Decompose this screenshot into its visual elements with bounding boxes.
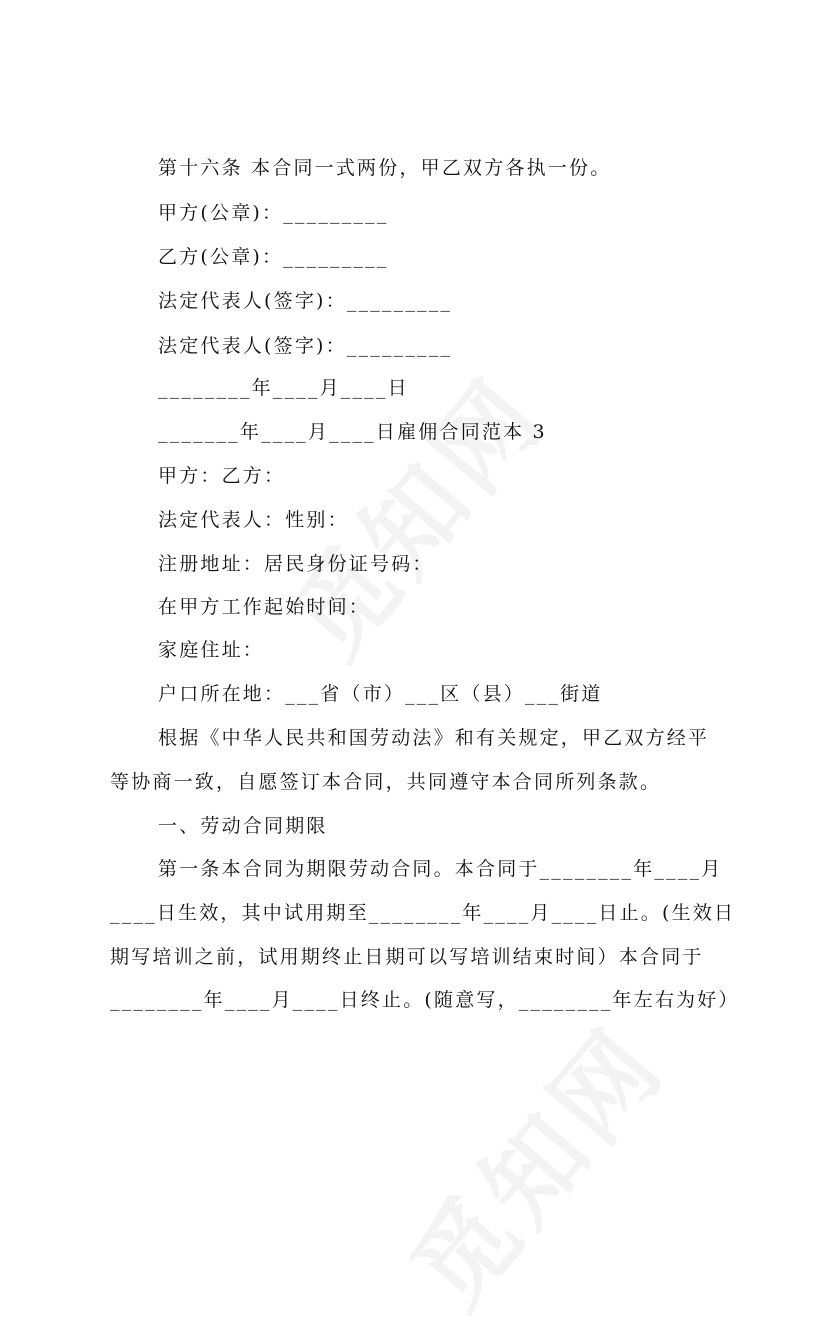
paragraph-line: 期写培训之前，试用期终止日期可以写培训结束时间）本合同于	[110, 946, 704, 968]
date-line: ________年____月____日	[158, 377, 409, 399]
paragraph-line: ________年____月____日终止。(随意写，________年左右为好）	[110, 989, 740, 1011]
legal-rep-signature-line: 法定代表人(签字)：_________	[158, 335, 453, 357]
paragraph-line: ____日生效，其中试用期至________年____月____日止。(生效日	[110, 902, 736, 924]
address-id-line: 注册地址：居民身份证号码：	[158, 553, 434, 575]
paragraph-line: 等协商一致，自愿签订本合同，共同遵守本合同所列条款。	[110, 771, 662, 793]
paragraph-line: 第一条本合同为期限劳动合同。本合同于________年____月	[158, 858, 723, 880]
date-and-title-line: _______年____月____日雇佣合同范本 3	[158, 421, 547, 443]
clause-16: 第十六条 本合同一式两份，甲乙双方各执一份。	[158, 157, 612, 179]
parties-line: 甲方：乙方：	[158, 465, 286, 487]
start-time-line: 在甲方工作起始时间：	[158, 596, 371, 618]
paragraph-line: 根据《中华人民共和国劳动法》和有关规定，甲乙双方经平	[158, 727, 710, 749]
party-b-seal-line: 乙方(公章)：_________	[158, 246, 389, 268]
home-address-line: 家庭住址：	[158, 639, 265, 661]
legal-rep-gender-line: 法定代表人：性别：	[158, 509, 349, 531]
party-a-seal-line: 甲方(公章)：_________	[158, 202, 389, 224]
legal-rep-signature-line: 法定代表人(签字)：_________	[158, 290, 453, 312]
household-registration-line: 户口所在地：___省（市）___区（县）___街道	[158, 683, 603, 705]
section-heading: 一、劳动合同期限	[158, 815, 328, 837]
watermark	[373, 992, 692, 1332]
